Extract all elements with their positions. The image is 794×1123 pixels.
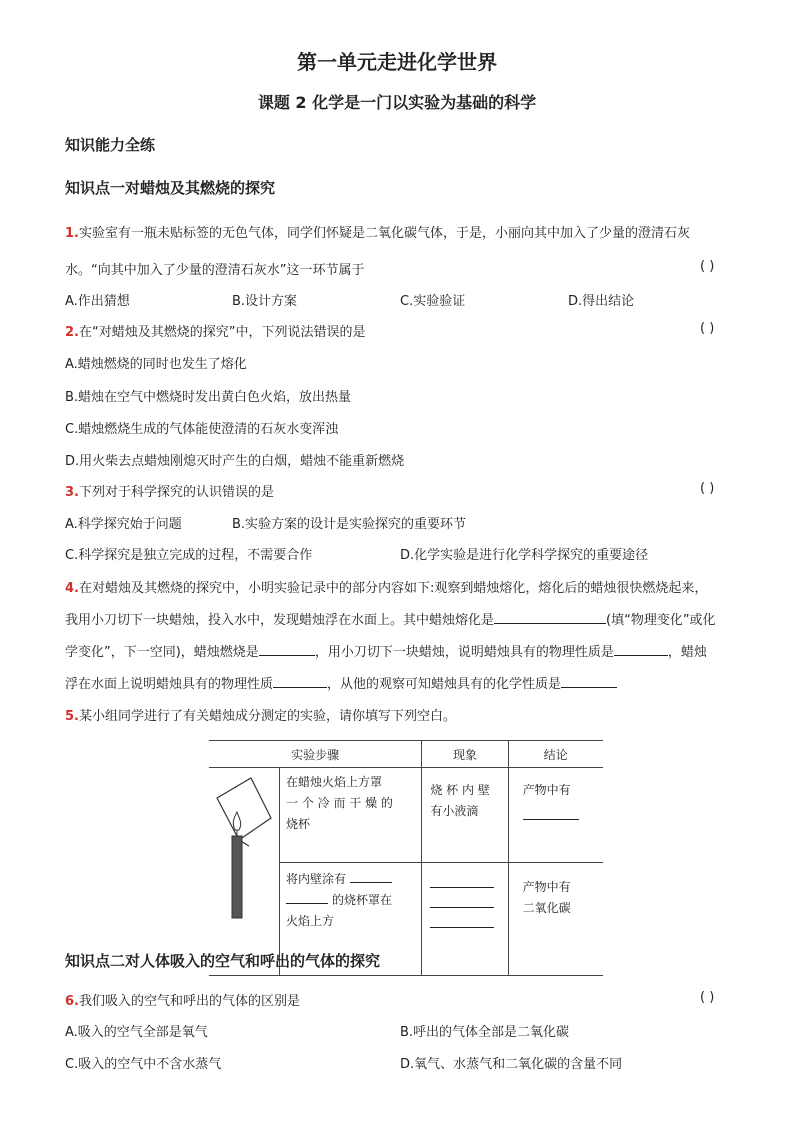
conclusion-cell	[508, 863, 603, 976]
option-b[interactable]: B.实验方案的设计是实验探究的重要环节	[232, 517, 467, 532]
answer-paren[interactable]: ( )	[700, 259, 715, 274]
question-text: ，蜡烛	[667, 645, 707, 660]
step-text: 将内壁涂有	[286, 872, 347, 886]
step-text-line	[286, 890, 415, 911]
question-5-stem	[65, 705, 456, 724]
phenomenon-text-line: 烧 杯 内 壁	[430, 783, 490, 797]
question-4-line-4	[65, 673, 617, 692]
experiment-table	[209, 740, 603, 976]
question-text: ，用小刀切下一块蜡烛，说明蜡烛具有的物理性质是	[314, 645, 614, 660]
option-c[interactable]: C.蜡烛燃烧生成的气体能使澄清的石灰水变浑浊	[65, 422, 339, 437]
question-text: 某小组同学进行了有关蜡烛成分测定的实验，请你填写下列空白。	[78, 709, 456, 724]
fill-blank[interactable]	[523, 807, 579, 820]
question-1-line-1	[65, 222, 690, 241]
option-a[interactable]: A.作出猜想	[65, 294, 130, 309]
fill-blank[interactable]	[259, 643, 315, 656]
conclusion-cell	[508, 768, 603, 863]
lesson-subtitle: 课题 2 化学是一门以实验为基础的科学	[257, 93, 537, 112]
column-header-steps: 实验步骤	[209, 741, 422, 768]
option-d[interactable]: D.氧气、水蒸气和二氧化碳的含量不同	[400, 1057, 623, 1072]
conclusion-text-line: 产物中有	[522, 880, 571, 894]
option-d[interactable]: D.化学实验是进行化学科学探究的重要途径	[400, 548, 649, 563]
question-number: 5.	[65, 709, 79, 724]
question-text: 我们吸入的空气和呼出的气体的区别是	[78, 994, 300, 1009]
step-text-line: 火焰上方	[286, 914, 335, 928]
fill-blank[interactable]	[430, 915, 494, 928]
question-text: 下列对于科学探究的认识错误的是	[78, 485, 274, 500]
step-cell	[280, 768, 422, 863]
question-text: 浮在水面上说明蜡烛具有的物理性质	[65, 677, 274, 692]
answer-paren[interactable]: ( )	[700, 990, 715, 1005]
question-number: 1.	[65, 226, 79, 241]
option-b[interactable]: B.蜡烛在空气中燃烧时发出黄白色火焰，放出热量	[65, 390, 352, 405]
option-c[interactable]: C.科学探究是独立完成的过程，不需要合作	[65, 548, 313, 563]
section-practice: 知识能力全练	[65, 136, 156, 154]
fill-blank[interactable]	[273, 675, 327, 688]
question-text: ，从他的观察可知蜡烛具有的化学性质是	[327, 677, 562, 692]
question-2-stem	[65, 321, 365, 340]
candle-icon	[232, 836, 242, 918]
question-number: 4.	[65, 581, 79, 596]
question-1-line-2: 水。“向其中加入了少量的澄清石灰水”这一环节属于	[65, 263, 365, 278]
question-4-line-3	[65, 641, 707, 660]
question-3-stem	[65, 481, 274, 500]
beaker-icon	[217, 778, 271, 840]
answer-paren[interactable]: ( )	[700, 321, 715, 336]
fill-blank[interactable]	[614, 643, 668, 656]
option-c[interactable]: C.实验验证	[400, 294, 466, 309]
answer-paren[interactable]: ( )	[700, 481, 715, 496]
fill-blank[interactable]	[561, 675, 617, 688]
section-knowledge-point-2: 知识点二对人体吸入的空气和呼出的气体的探究	[65, 952, 381, 970]
fill-blank[interactable]	[430, 895, 494, 908]
page-title: 第一单元走进化学世界	[297, 50, 497, 74]
table-header-row	[209, 741, 603, 768]
candle-diagram	[209, 768, 280, 976]
step-text-line: 烧杯	[286, 817, 311, 831]
phenomenon-text-line: 有小液滴	[430, 804, 479, 818]
option-c[interactable]: C.吸入的空气中不含水蒸气	[65, 1057, 222, 1072]
step-text-line	[286, 869, 415, 890]
option-d[interactable]: D.用火柴去点蜡烛刚熄灭时产生的白烟，蜡烛不能重新燃烧	[65, 454, 405, 469]
option-b[interactable]: B.呼出的气体全部是二氧化碳	[400, 1025, 570, 1040]
question-text: 在“对蜡烛及其燃烧的探究”中，下列说法错误的是	[78, 325, 366, 340]
phenomenon-cell	[422, 863, 508, 976]
section-knowledge-point-1: 知识点一对蜡烛及其燃烧的探究	[65, 179, 276, 197]
option-a[interactable]: A.科学探究始于问题	[65, 517, 182, 532]
conclusion-text-line: 二氧化碳	[522, 901, 571, 915]
question-text: 实验室有一瓶未贴标签的无色气体，同学们怀疑是二氧化碳气体，于是，小丽向其中加入了少量的澄清石灰	[78, 226, 690, 241]
column-header-phenomenon: 现象	[422, 741, 508, 768]
candle-beaker-illustration	[209, 768, 279, 924]
question-number: 3.	[65, 485, 79, 500]
fill-blank[interactable]	[494, 611, 606, 624]
table-row	[209, 768, 603, 863]
question-6-stem	[65, 990, 300, 1009]
fill-blank[interactable]	[350, 870, 392, 883]
column-header-conclusion: 结论	[508, 741, 603, 768]
question-number: 6.	[65, 994, 79, 1009]
question-text: 在对蜡烛及其燃烧的探究中，小明实验记录中的部分内容如下:观察到蜡烛熔化，熔化后的蜡烛很快燃烧起来，	[78, 581, 708, 596]
option-a[interactable]: A.吸入的空气全部是氧气	[65, 1025, 208, 1040]
phenomenon-cell	[422, 768, 508, 863]
step-text: 的烧杯罩在	[332, 893, 393, 907]
question-4-line-1	[65, 577, 707, 596]
conclusion-text: 产物中有	[522, 783, 571, 797]
fill-blank[interactable]	[286, 891, 328, 904]
step-text-line: 一 个 冷 而 干 燥 的	[286, 796, 393, 810]
question-4-line-2	[65, 609, 716, 628]
question-number: 2.	[65, 325, 79, 340]
question-text: 我用小刀切下一块蜡烛，投入水中，发现蜡烛浮在水面上。其中蜡烛熔化是	[65, 613, 495, 628]
fill-blank[interactable]	[430, 875, 494, 888]
step-text-line: 在蜡烛火焰上方罩	[286, 775, 383, 789]
question-text: 学变化”，下一空同)，蜡烛燃烧是	[65, 645, 259, 660]
option-d[interactable]: D.得出结论	[568, 294, 635, 309]
option-b[interactable]: B.设计方案	[232, 294, 298, 309]
option-a[interactable]: A.蜡烛燃烧的同时也发生了熔化	[65, 357, 247, 372]
question-text: (填“物理变化”或化	[606, 613, 716, 628]
